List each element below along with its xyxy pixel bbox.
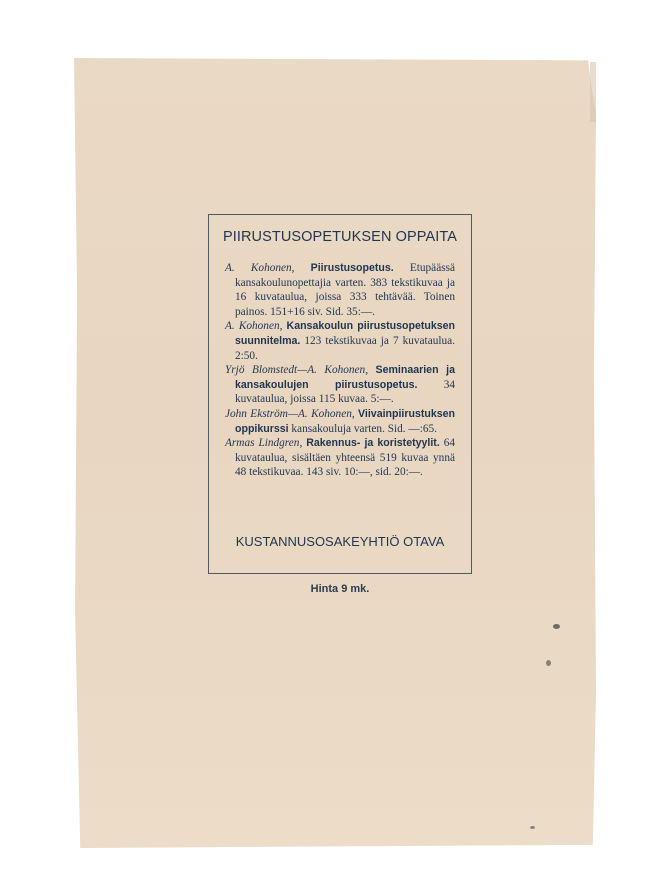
book-title: Rakennus- ja koristetyylit. [306,437,440,450]
book-title: Piirustusopetus. [310,262,394,274]
stain-mark [553,624,560,629]
stain-mark [546,660,551,666]
book-entry [225,261,455,319]
stain-mark [530,826,535,829]
book-details: 123 tekstikuvaa ja 7 kuvataulua. 2:50. [235,334,455,362]
book-title: Viivainpiirustuksen oppikurssi [235,407,455,435]
book-details: 34 kuvataulua, joissa 115 kuvaa. 5:—. [235,378,455,406]
book-title: Kansakoulun piirustusopetuksen suunnitelma. [235,320,455,347]
book-entry [225,407,455,436]
book-author: A. Kohonen, [225,262,295,274]
book-entry [225,436,455,480]
price-label: Hinta 9 mk. [310,583,370,595]
book-details: 64 kuvataulua, sisältäen yhteensä 519 kuvaa ynnä 48 tekstikuvaa. 143 siv. 10:—, sid. 20:—. [235,437,456,479]
book-list [225,261,455,480]
book-title: Seminaarien ja kansakoulujen piirustusopetus. [235,364,455,391]
book-author: John Ekström—A. Kohonen, [225,407,355,420]
book-entry [225,319,455,363]
book-author: Armas Lindgren, [225,437,303,450]
book-author: A. Kohonen, [225,320,283,333]
book-author: Yrjö Blomstedt—A. Kohonen, [225,364,369,377]
page-edge [590,62,596,122]
box-title: PIIRUSTUSOPETUKSEN OPPAITA [222,229,458,245]
advertisement-box [208,214,472,574]
book-details: Etupäässä kansakoulunopettajia varten. 383 tekstikuvaa ja 16 kuvataulua, joissa 333 tehtävää. Toinen painos. 151+16 siv. Sid. 35:—. [235,262,456,318]
book-entry [225,363,455,407]
book-details: kansakouluja varten. Sid. —:65. [291,422,437,435]
publisher-name: KUSTANNUSOSAKEYHTIÖ OTAVA [235,534,445,549]
